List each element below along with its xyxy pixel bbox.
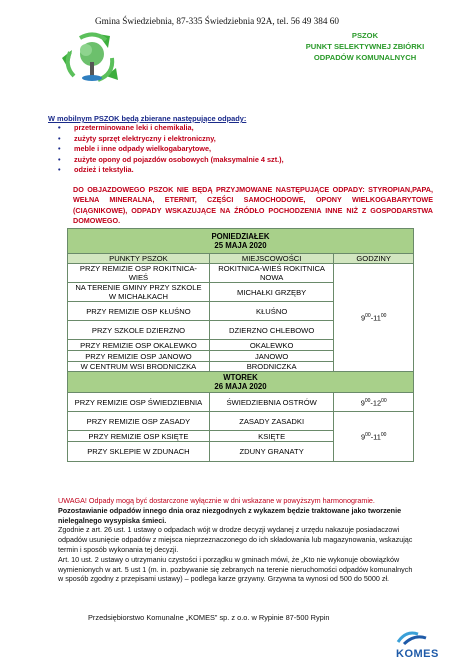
list-item: • odzież i tekstylia.: [58, 165, 438, 176]
list-item: • zużyty sprzęt elektryczny i elektroniczny,: [58, 134, 438, 145]
organization-name: [270, 30, 460, 63]
places-cell: BRODNICZKA: [209, 362, 334, 372]
footer-company: Przedsiębiorstwo Komunalne „KOMES” sp. z o.o. w Rypinie 87-500 Rypin: [88, 613, 330, 622]
hours-cell: $9^{00}-11^{00}$: [334, 264, 414, 372]
point-cell: PRZY REMIZIE OSP ROKITNICA-WIEŚ: [68, 264, 210, 283]
schedule-table: [67, 228, 414, 462]
day-header: [68, 372, 414, 393]
places-cell: DZIERZNO CHLEBOWO: [209, 321, 334, 340]
table-row: [68, 264, 414, 283]
column-header: GODZINY: [334, 254, 414, 264]
column-header-row: [68, 254, 414, 264]
komes-logo-text: KOMES: [396, 648, 439, 660]
column-header: MIEJSCOWOŚCI: [209, 254, 334, 264]
rejected-waste-warning: DO OBJAZDOWEGO PSZOK NIE BĘDĄ PRZYJMOWANE NASTĘPUJĄCE ODPADY: STYROPIAN,PAPA, WEŁNA MINERALNA, ETERNIT, CZĘŚCI SAMOCHODOWE, OPONY WIELKOGABARYTOWE (CIĄGNIKOWE), ODPADY WSKAZUJĄCE NA ŹRÓDŁO POCHODZENIA INNE NIŻ Z GOSPODARSTWA DOMOWEGO.: [73, 185, 433, 226]
day-date: 26 MAJA 2020: [214, 382, 267, 391]
point-cell: PRZY SZKOLE DZIERZNO: [68, 321, 210, 340]
point-cell: PRZY REMIZIE OSP OKALEWKO: [68, 340, 210, 351]
places-cell: MICHAŁKI GRZĘBY: [209, 283, 334, 302]
day-name: WTOREK: [223, 373, 258, 382]
point-cell: W CENTRUM WSI BRODNICZKA: [68, 362, 210, 372]
list-item: • meble i inne odpady wielkogabarytowe,: [58, 144, 438, 155]
recycling-tree-icon: [58, 28, 122, 88]
notice-art26: Zgodnie z art. 26 ust. 1 ustawy o odpadach wójt w drodze decyzji wydanej z urzędu nakazuje posiadaczowi odpadów usunięcie odpadów z miejsca nieprzeznaczonego do ich składowania lub magazynowania, wskazując termin i sposób wykonania tej decyzji.: [58, 525, 413, 554]
list-item: • zużyte opony od pojazdów osobowych (maksymalnie 4 szt.),: [58, 155, 438, 166]
column-header: PUNKTY PSZOK: [68, 254, 210, 264]
places-cell: KŁUŚNO: [209, 302, 334, 321]
places-cell: ŚWIEDZIEBNIA OSTRÓW: [209, 393, 334, 412]
places-cell: OKALEWKO: [209, 340, 334, 351]
point-cell: PRZY REMIZIE OSP KŁUŚNO: [68, 302, 210, 321]
day-header: [68, 229, 414, 254]
hours-cell: $9^{00}-11^{00}$: [334, 412, 414, 462]
places-cell: KSIĘTE: [209, 431, 334, 442]
org-line: ODPADÓW KOMUNALNYCH: [313, 53, 417, 62]
notice-art10: Art. 10 ust. 2 ustawy o utrzymaniu czystości i porządku w gminach mówi, że „Kto nie wykonuje obowiązków wymienionych w art. 5 ust 1 (m. in. pozbywanie się zebranych na terenie nieruchomości odpadów komunalnych w sposób zgodny z przepisami ustawy) – podlega karze grzywny. Grzywna ta wynosi od 500 do 5000 zł.: [58, 554, 413, 584]
point-cell: NA TERENIE GMINY PRZY SZKOLE W MICHAŁKACH: [68, 283, 210, 302]
header-address: Gmina Świedziebnia, 87-335 Świedziebnia 92A, tel. 56 49 384 60: [95, 16, 339, 26]
intro-heading: W mobilnym PSZOK będą zbierane następujące odpady:: [48, 114, 247, 123]
table-row: [68, 393, 414, 412]
notice-warning: UWAGA! Odpady mogą być dostarczone wyłącznie w dni wskazane w powyższym harmonogramie.: [58, 496, 375, 505]
places-cell: ZASADY ZASADKI: [209, 412, 334, 431]
list-item: • przeterminowane leki i chemikalia,: [58, 123, 438, 134]
point-cell: PRZY REMIZIE OSP KSIĘTE: [68, 431, 210, 442]
point-cell: PRZY REMIZIE OSP ŚWIEDZIEBNIA: [68, 393, 210, 412]
places-cell: ROKITNICA-WIEŚ ROKITNICA NOWA: [209, 264, 334, 283]
table-row: [68, 412, 414, 431]
point-cell: PRZY REMIZIE OSP JANOWO: [68, 351, 210, 362]
places-cell: ZDUNY GRANATY: [209, 442, 334, 462]
org-line: PSZOK: [351, 31, 379, 40]
notice-text: [58, 496, 418, 584]
day-name: PONIEDZIAŁEK: [211, 232, 270, 241]
notice-illegal-dump: Pozostawianie odpadów innego dnia oraz niezgodnych z wykazem będzie traktowane jako tworzenie nielegalnego wysypiska śmieci.: [58, 505, 402, 525]
hours-cell: $9^{00}-12^{00}$: [334, 393, 414, 412]
org-line: PUNKT SELEKTYWNEJ ZBIÓRKI: [305, 42, 425, 51]
accepted-waste-list: [58, 123, 438, 176]
day-date: 25 MAJA 2020: [214, 241, 267, 250]
point-cell: PRZY SKLEPIE W ZDUNACH: [68, 442, 210, 462]
places-cell: JANOWO: [209, 351, 334, 362]
point-cell: PRZY REMIZIE OSP ZASADY: [68, 412, 210, 431]
